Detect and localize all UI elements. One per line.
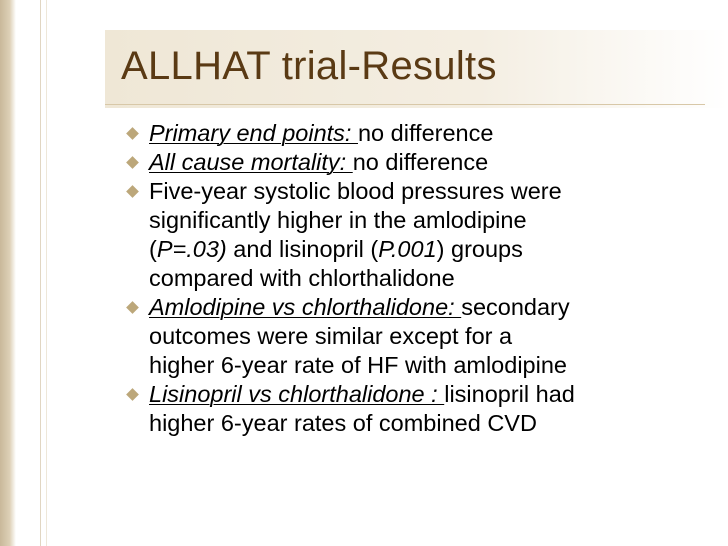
- bullet-text: All cause mortality:: [149, 149, 353, 175]
- bullet-line: [149, 380, 725, 409]
- bullet-text: compared with chlorthalidone: [149, 265, 455, 291]
- bullet-text: ) groups: [436, 236, 523, 262]
- bullet-diamond-icon: [126, 185, 139, 198]
- bullet-line: [149, 177, 725, 206]
- bullet-item: [125, 380, 725, 438]
- bullet-text: higher 6-year rates of combined CVD: [149, 410, 537, 436]
- bullet-diamond-icon: [126, 388, 139, 401]
- slide-title: ALLHAT trial-Results: [121, 44, 497, 88]
- bullet-text: Five-year systolic blood pressures were: [149, 178, 562, 204]
- bullet-item: [125, 148, 725, 177]
- bullet-line: [149, 409, 725, 438]
- bullet-text: Primary end points:: [149, 120, 358, 146]
- bullet-line: [149, 148, 725, 177]
- bullet-item: [125, 177, 725, 293]
- left-decorative-rule-secondary: [46, 0, 47, 546]
- bullet-diamond-icon: [126, 127, 139, 140]
- bullet-text: P=.03): [156, 236, 227, 262]
- bullet-line: [149, 264, 725, 293]
- bullet-line: [149, 293, 725, 322]
- bullet-diamond-icon: [126, 156, 139, 169]
- bullet-text: no difference: [357, 120, 494, 146]
- bullet-text: lisinopril had: [444, 381, 575, 407]
- left-decorative-rule: [40, 0, 41, 546]
- bullet-text: Amlodipine vs chlorthalidone:: [149, 294, 462, 320]
- bullet-text: P.001: [378, 236, 437, 262]
- bullet-diamond-icon: [126, 301, 139, 314]
- title-divider: [105, 104, 705, 105]
- bullet-line: [149, 322, 725, 351]
- bullet-text: significantly higher in the amlodipine: [149, 207, 527, 233]
- bullet-text: no difference: [352, 149, 489, 175]
- bullet-text: outcomes were similar except for a: [149, 323, 513, 349]
- bullet-line: [149, 351, 725, 380]
- bullet-item: [125, 293, 725, 380]
- bullet-text: and lisinopril (: [226, 236, 379, 262]
- bullet-line: [149, 206, 725, 235]
- bullet-item: [125, 119, 725, 148]
- bullet-list: [125, 119, 725, 438]
- bullet-text: (: [149, 236, 157, 262]
- bullet-line: [149, 235, 725, 264]
- bullet-line: [149, 119, 725, 148]
- bullet-text: higher 6-year rate of HF with amlodipine: [149, 352, 567, 378]
- bullet-text: Lisinopril vs chlorthalidone :: [149, 381, 445, 407]
- bullet-text: secondary: [461, 294, 570, 320]
- left-decorative-strip: [0, 0, 16, 546]
